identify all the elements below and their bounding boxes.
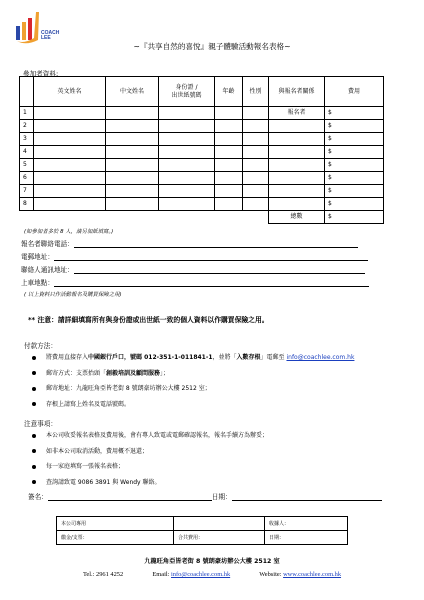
- fee-cell[interactable]: $: [325, 120, 384, 133]
- english-name-cell[interactable]: [34, 159, 106, 172]
- relationship-cell[interactable]: [269, 146, 325, 159]
- row-number: 4: [20, 146, 34, 159]
- date-field[interactable]: [232, 492, 382, 501]
- fee-cell[interactable]: $: [325, 146, 384, 159]
- english-name-cell[interactable]: [34, 107, 106, 120]
- fee-cell[interactable]: $: [325, 172, 384, 185]
- total-fee-label: 合共費用：: [174, 531, 265, 545]
- note-over-eight: (如參加者多於 8 人，請另加紙填寫。): [24, 229, 114, 235]
- bullet-icon: [32, 480, 36, 484]
- company-logo: [14, 8, 74, 44]
- col-header-english-name: 英文姓名: [34, 77, 106, 107]
- gender-cell[interactable]: [243, 185, 269, 198]
- footer-contact: [0, 571, 424, 578]
- relationship-cell[interactable]: [269, 120, 325, 133]
- gender-cell[interactable]: [243, 133, 269, 146]
- english-name-cell[interactable]: [34, 120, 106, 133]
- row-number: 2: [20, 120, 34, 133]
- id-number-cell[interactable]: [159, 185, 215, 198]
- row-number: 1: [20, 107, 34, 120]
- age-cell[interactable]: [215, 146, 243, 159]
- table-row[interactable]: [20, 107, 384, 120]
- english-name-cell[interactable]: [34, 146, 106, 159]
- table-row[interactable]: [20, 198, 384, 211]
- list-item: 查詢請致電 9086 3891 與 Wendy 聯絡。: [32, 477, 268, 486]
- col-header-gender: 性別: [243, 77, 269, 107]
- id-number-cell[interactable]: [159, 146, 215, 159]
- bullet-icon: [32, 387, 36, 391]
- fee-cell[interactable]: $: [325, 159, 384, 172]
- row-number: 8: [20, 198, 34, 211]
- fee-cell[interactable]: $: [325, 107, 384, 120]
- english-name-cell[interactable]: [34, 172, 106, 185]
- chinese-name-cell[interactable]: [106, 120, 159, 133]
- id-number-cell[interactable]: [159, 172, 215, 185]
- gender-cell[interactable]: [243, 159, 269, 172]
- footer-tel: Tel.: 2961 4252: [82, 571, 124, 578]
- date-label: 日期：: [211, 493, 232, 501]
- col-header-num: [20, 77, 34, 107]
- payment-heading: 付款方法：: [24, 342, 57, 350]
- chinese-name-cell[interactable]: [106, 146, 159, 159]
- age-cell[interactable]: [215, 133, 243, 146]
- svg-text:COACH: COACH: [41, 30, 60, 36]
- footer-website-label: Website:: [259, 571, 284, 578]
- age-cell[interactable]: [215, 172, 243, 185]
- table-row[interactable]: [20, 133, 384, 146]
- gender-cell[interactable]: [243, 172, 269, 185]
- bullet-icon: [32, 402, 36, 406]
- contact-phone-label: 報名者聯絡電話：: [21, 240, 74, 248]
- chinese-name-cell[interactable]: [106, 133, 159, 146]
- row-number: 6: [20, 172, 34, 185]
- pickup-field[interactable]: [54, 278, 369, 287]
- list-item: 如非本公司取消活動，費用概不退還；: [32, 446, 268, 455]
- list-item: 郵寄地址：九龍旺角亞皆老街 8 號朗豪坊辦公大樓 2512 室；: [32, 383, 354, 392]
- payment-list: [32, 352, 354, 414]
- total-fee-cell[interactable]: $: [325, 211, 384, 224]
- bullet-icon: [32, 449, 36, 453]
- receipt-label: 收據人：: [265, 517, 348, 531]
- email-field[interactable]: [54, 252, 368, 261]
- gender-cell[interactable]: [243, 198, 269, 211]
- notes-heading: 注意事項：: [24, 420, 57, 428]
- relationship-cell[interactable]: [269, 159, 325, 172]
- signature-label: 簽名：: [28, 493, 48, 501]
- contact-phone-row[interactable]: [21, 238, 358, 248]
- age-cell[interactable]: [215, 198, 243, 211]
- id-number-cell[interactable]: [159, 107, 215, 120]
- relationship-cell[interactable]: [269, 198, 325, 211]
- signature-row[interactable]: [28, 491, 382, 501]
- participants-label: 參加者資料:: [23, 70, 59, 78]
- email-link[interactable]: info@coachlee.com.hk: [286, 354, 355, 361]
- row-number: 7: [20, 185, 34, 198]
- pickup-row[interactable]: [21, 277, 369, 287]
- footer-website-link[interactable]: www.coachlee.com.hk: [283, 571, 342, 578]
- amount-method-label: 繳金/支票：: [57, 531, 174, 545]
- age-cell[interactable]: [215, 159, 243, 172]
- relationship-cell[interactable]: [269, 133, 325, 146]
- list-item: 本公司收妥報名表格及費用後，會有專人致電或電郵確認報名，報名手續方為辦妥；: [32, 430, 268, 439]
- english-name-cell[interactable]: [34, 133, 106, 146]
- row-number: 3: [20, 133, 34, 146]
- total-label: 總數: [269, 211, 325, 224]
- chinese-name-cell[interactable]: [106, 107, 159, 120]
- col-header-age: 年齡: [215, 77, 243, 107]
- office-date-label: 日期：: [265, 531, 348, 545]
- chinese-name-cell[interactable]: [106, 198, 159, 211]
- chinese-name-cell[interactable]: [106, 185, 159, 198]
- bullet-icon: [32, 371, 36, 375]
- footer-email-link[interactable]: info@coachlee.com.hk: [171, 571, 231, 578]
- address-field[interactable]: [74, 265, 365, 274]
- participants-table: [19, 76, 384, 224]
- coach-lee-logo-icon: [14, 8, 74, 44]
- contact-phone-field[interactable]: [74, 239, 358, 248]
- id-number-cell[interactable]: [159, 198, 215, 211]
- notes-list: [32, 430, 268, 492]
- table-row[interactable]: [20, 120, 384, 133]
- fee-cell[interactable]: $: [325, 133, 384, 146]
- list-item: 存根上請寫上姓名及電話號碼。: [32, 399, 354, 408]
- row-number: 5: [20, 159, 34, 172]
- pickup-label: 上車地點：: [21, 279, 54, 287]
- list-item: 將費用直接存入中國銀行戶口，號碼 012-351-1-011841-1，並將「入數存根」電郵至 info@coachlee.com.hk: [32, 352, 354, 361]
- bullet-icon: [32, 465, 36, 469]
- insurance-notice: ** 注意：請詳細填寫所有與身份證或出世紙一致的個人資料以作購買保險之用。: [28, 316, 269, 324]
- list-item: 郵寄方式：支票抬頭「創毅培訓及顧問服務」；: [32, 368, 354, 377]
- age-cell[interactable]: [215, 185, 243, 198]
- table-row[interactable]: [20, 146, 384, 159]
- gender-cell[interactable]: [243, 146, 269, 159]
- chinese-name-cell[interactable]: [106, 159, 159, 172]
- english-name-cell[interactable]: [34, 198, 106, 211]
- company-use-label: 本公司專用: [57, 517, 174, 531]
- total-row: [20, 211, 384, 224]
- fee-cell[interactable]: $: [325, 185, 384, 198]
- col-header-fee: 費用: [325, 77, 384, 107]
- svg-text:LEE: LEE: [41, 35, 51, 41]
- bullet-icon: [32, 356, 36, 360]
- col-header-relationship: 與報名者關係: [269, 77, 325, 107]
- id-number-cell[interactable]: [159, 159, 215, 172]
- office-use-table: [56, 516, 348, 545]
- table-row[interactable]: [20, 172, 384, 185]
- address-label: 聯絡人通訊地址：: [21, 266, 74, 274]
- english-name-cell[interactable]: [34, 185, 106, 198]
- email-label: 電郵地址：: [21, 253, 54, 261]
- table-row[interactable]: [20, 159, 384, 172]
- address-row[interactable]: [21, 264, 365, 274]
- col-header-chinese-name: 中文姓名: [106, 77, 159, 107]
- email-row[interactable]: [21, 251, 368, 261]
- footer-email-label: Email:: [152, 571, 172, 578]
- form-title: ~『共享自然的喜悅』親子體驗活動報名表格~: [133, 42, 291, 51]
- relationship-cell: 報名者: [269, 107, 325, 120]
- bullet-icon: [32, 434, 36, 438]
- age-cell[interactable]: [215, 107, 243, 120]
- fee-cell[interactable]: $: [325, 198, 384, 211]
- id-number-cell[interactable]: [159, 133, 215, 146]
- gender-cell[interactable]: [243, 107, 269, 120]
- age-cell[interactable]: [215, 120, 243, 133]
- gender-cell[interactable]: [243, 120, 269, 133]
- office-blank-cell: [174, 517, 265, 531]
- id-number-cell[interactable]: [159, 120, 215, 133]
- chinese-name-cell[interactable]: [106, 172, 159, 185]
- signature-field[interactable]: [48, 492, 212, 501]
- note-insurance: ( 以上資料只作活動報名及購買保險之用): [24, 292, 122, 298]
- col-header-id-number: 身份證 / 出世紙號碼: [159, 77, 215, 107]
- footer-address: 九龍旺角亞皆老街 8 號朗豪坊辦公大樓 2512 室: [144, 558, 280, 565]
- list-item: 每一家庭填寫一張報名表格；: [32, 461, 268, 470]
- relationship-cell[interactable]: [269, 185, 325, 198]
- relationship-cell[interactable]: [269, 172, 325, 185]
- table-row[interactable]: [20, 185, 384, 198]
